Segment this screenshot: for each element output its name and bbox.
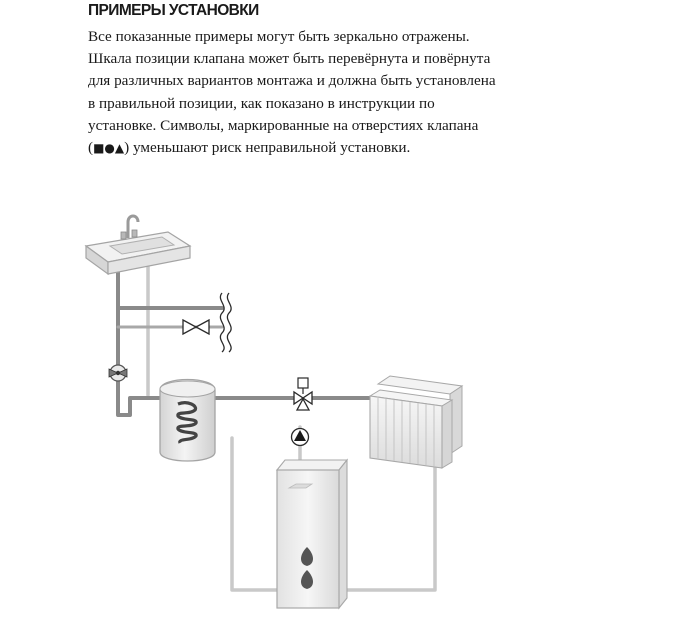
sink-icon bbox=[86, 216, 190, 274]
paren-close: ) bbox=[124, 139, 130, 157]
boiler-icon bbox=[277, 460, 347, 608]
paragraph-line: установке. Символы, маркированные на отверстиях клапана bbox=[88, 116, 479, 134]
supply-pipes bbox=[118, 262, 375, 415]
paren-open: ( bbox=[88, 139, 94, 157]
radiator-icon bbox=[370, 376, 462, 468]
pipe-break-marks bbox=[220, 293, 231, 352]
paragraph-line-rest: уменьшают риск неправильной установки. bbox=[129, 139, 411, 157]
paragraph-line: Все показанные примеры могут быть зеркально отражены. bbox=[88, 28, 470, 45]
paragraph-line: для различных вариантов монтажа и должна быть установлена bbox=[88, 72, 496, 90]
paragraph-line: Шкала позиции клапана может быть перевёрнута и повёрнута bbox=[88, 50, 491, 68]
page-title: ПРИМЕРЫ УСТАНОВКИ bbox=[88, 2, 259, 19]
paragraph-line: в правильной позиции, как показано в инструкции по bbox=[88, 94, 435, 112]
hot-water-tank-icon bbox=[160, 380, 215, 462]
three-way-valve-icon bbox=[294, 378, 312, 410]
valve-port-symbols: ■●▲ bbox=[93, 141, 125, 156]
pump-icon bbox=[292, 429, 309, 446]
mixing-valve-icon bbox=[109, 365, 127, 381]
check-valve-icon bbox=[182, 320, 210, 334]
faucet-icon bbox=[121, 216, 138, 239]
